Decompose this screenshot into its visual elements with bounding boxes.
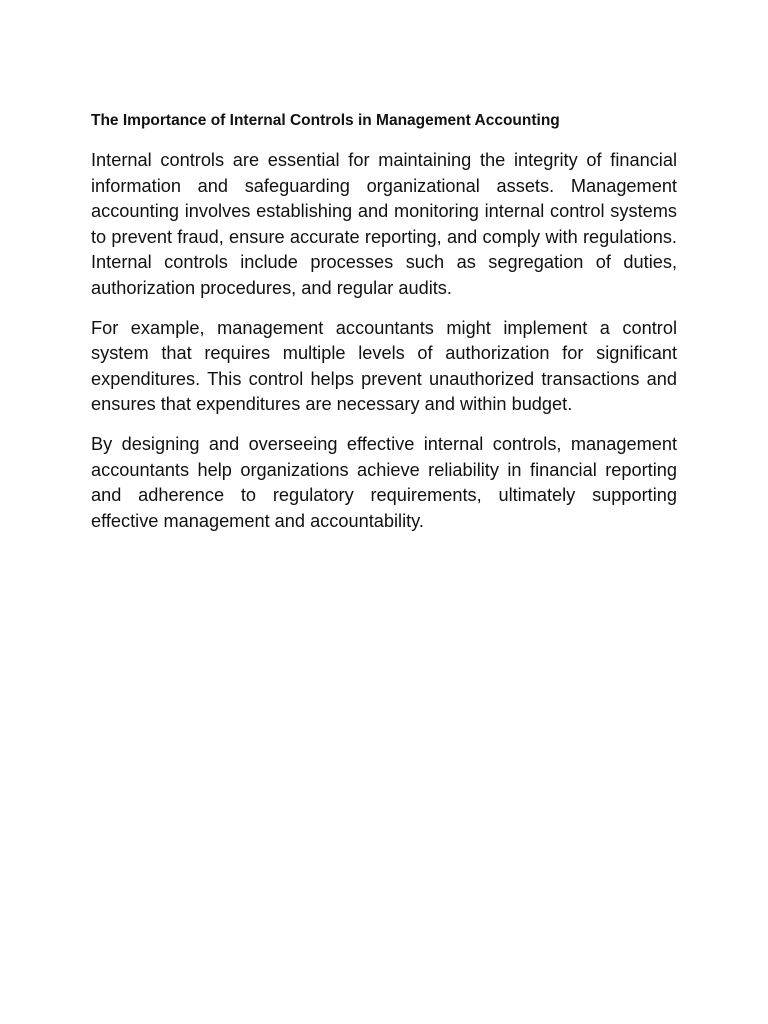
paragraph-example: For example, management accountants might implement a control system that requires multiple levels of authorization for significant expenditures. This control helps prevent unauthorized transactions and ensures that expenditures are necessary and within budget. bbox=[91, 317, 677, 415]
document-title: The Importance of Internal Controls in Management Accounting bbox=[91, 112, 560, 129]
document-body bbox=[91, 111, 677, 534]
paragraph-intro: Internal controls are essential for maintaining the integrity of financial information and safeguarding organizational assets. Management accounting involves establishing and monitoring internal control systems to prevent fraud, ensure accurate reporting, and comply with regulations. Internal controls include processes such as segregation of duties, authorization procedures, and regular audits. bbox=[91, 150, 677, 298]
paragraph-conclusion: By designing and overseeing effective internal controls, management accountants help organizations achieve reliability in financial reporting and adherence to regulatory requirements, ultimately supporting effective management and accountability. bbox=[91, 433, 677, 531]
